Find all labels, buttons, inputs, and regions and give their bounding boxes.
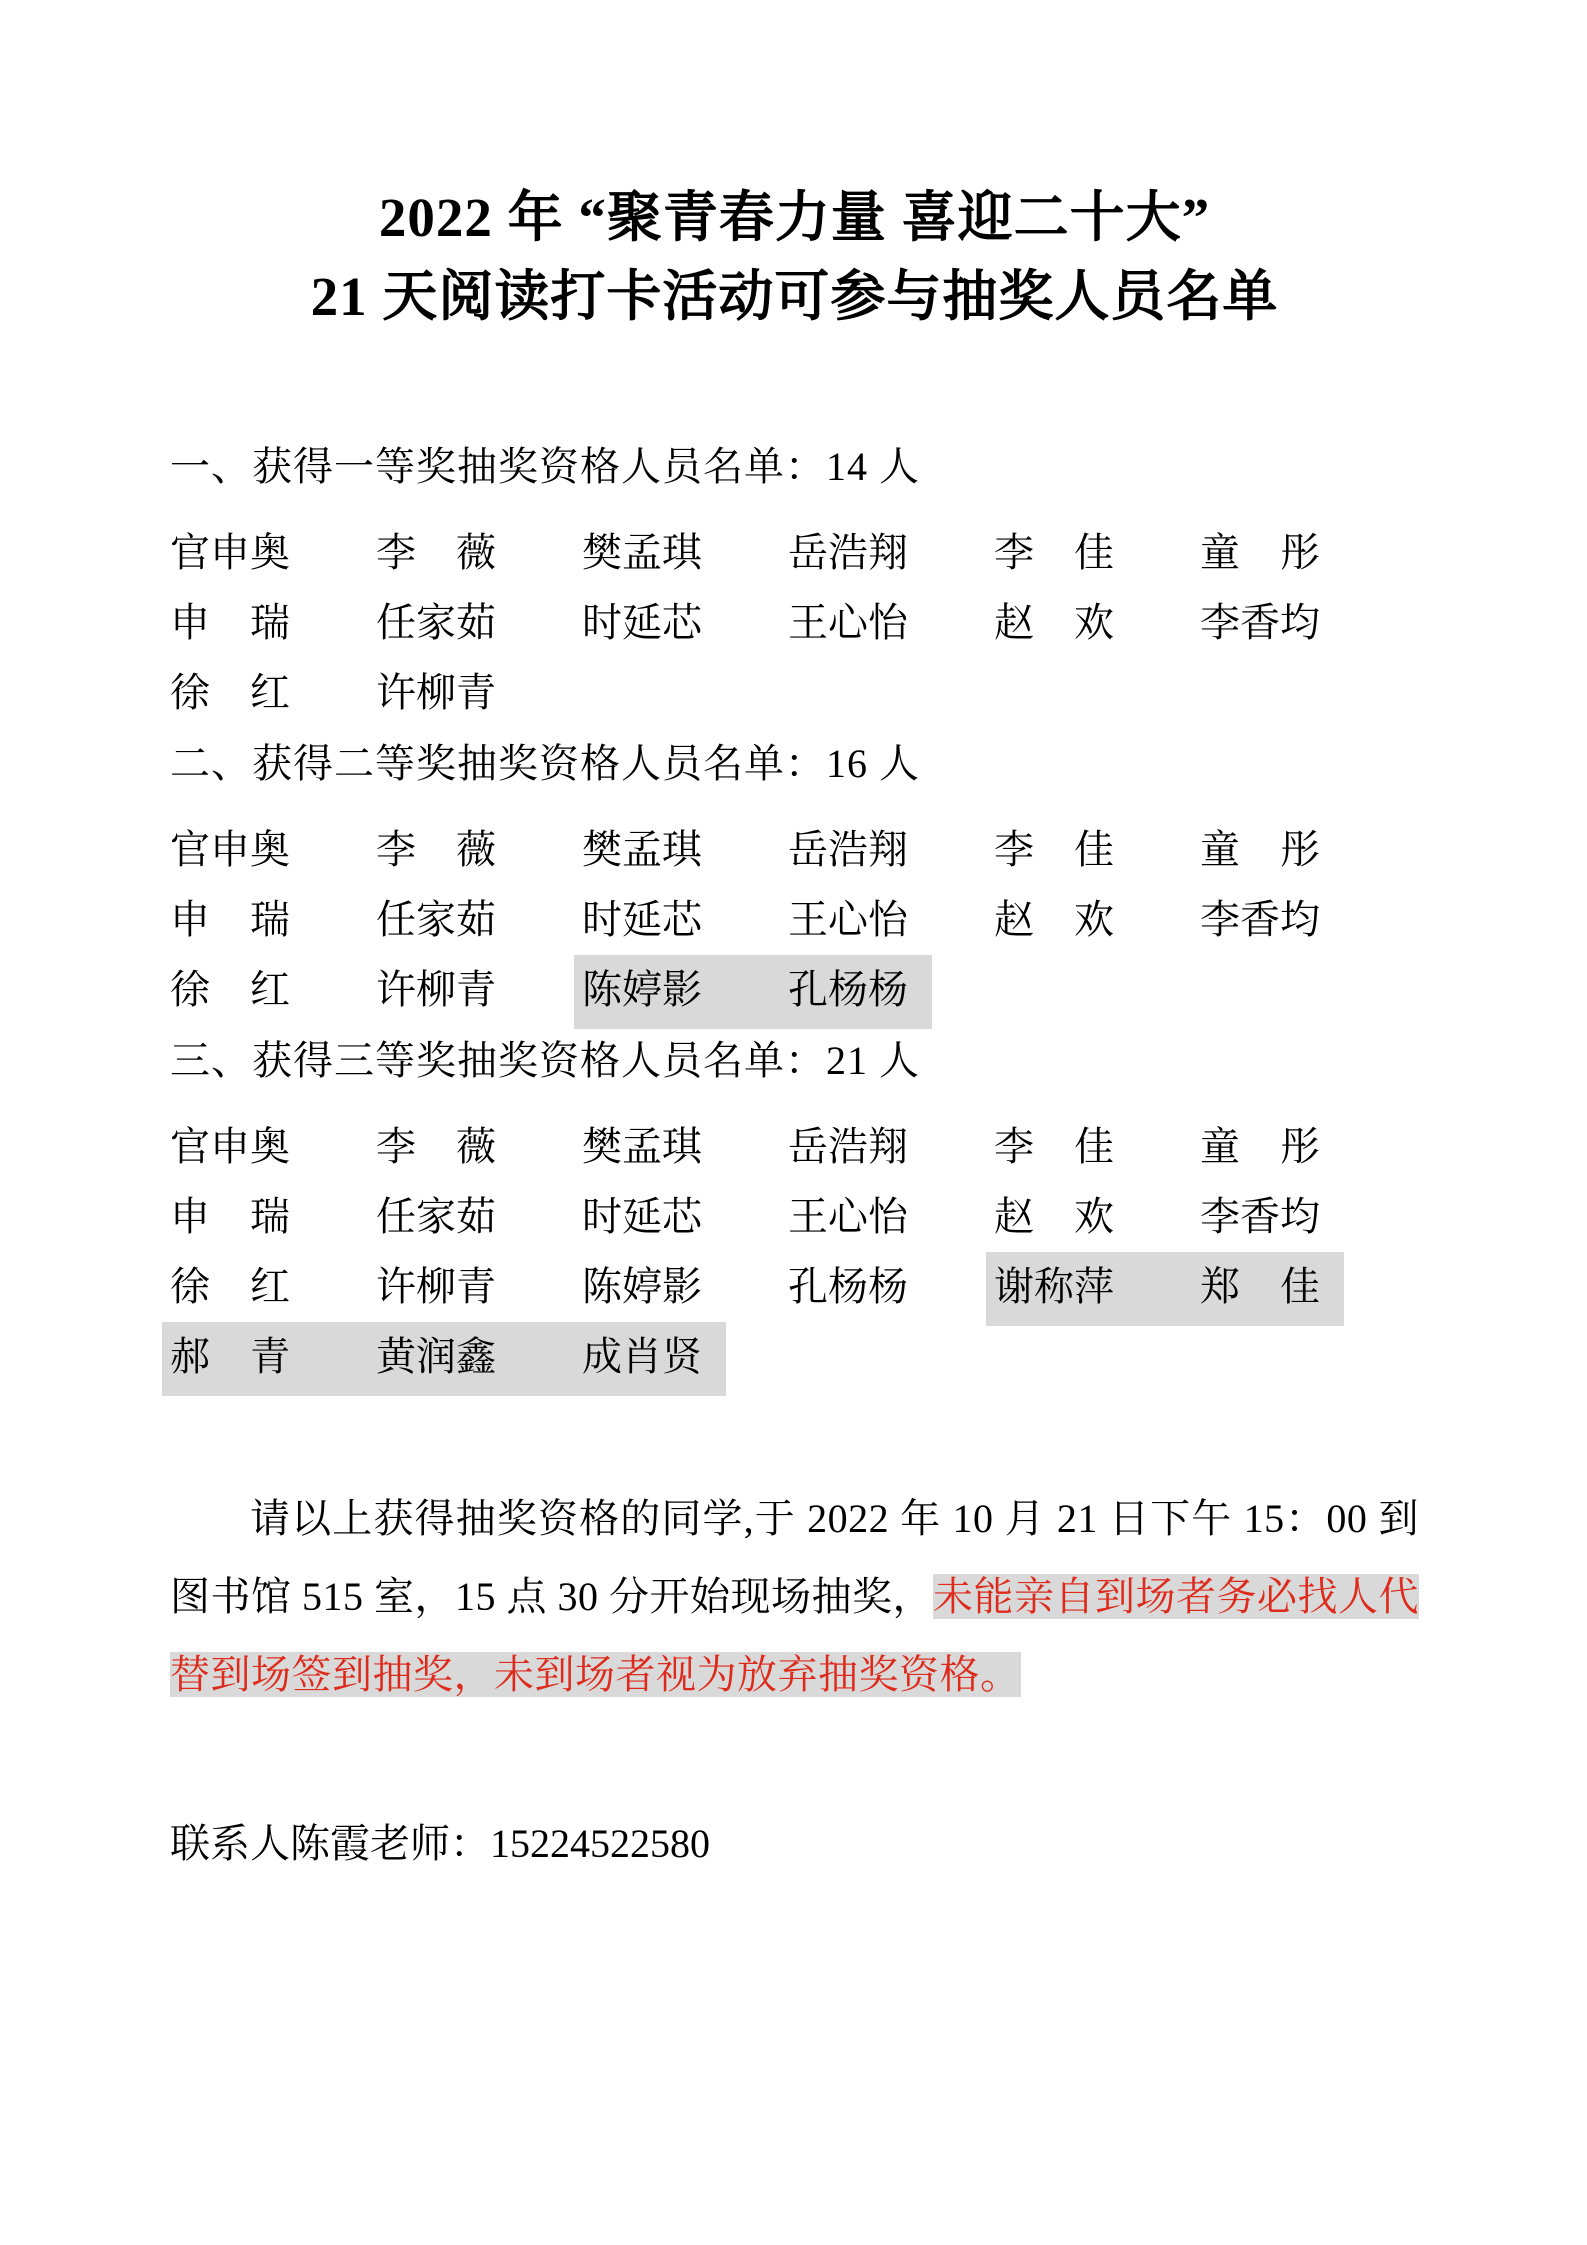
name-row [170,588,1419,658]
prize-sections [170,432,1419,1392]
participant-name: 樊孟琪 [582,1124,702,1170]
document-title-line2: 21 天阅读打卡活动可参与抽奖人员名单 [310,266,1279,328]
participant-name: 王心怡 [788,897,908,943]
name-row [170,1252,1419,1322]
participant-name: 官申奥 [170,827,290,873]
name-row [170,518,1419,588]
prize-section-2 [170,729,1419,1025]
participant-name: 樊孟琪 [582,530,702,576]
participant-name: 申 瑞 [170,897,290,943]
participant-name: 岳浩翔 [788,530,908,576]
document-title [170,178,1419,336]
participant-name: 李 薇 [376,530,496,576]
participant-name: 许柳青 [376,1264,496,1310]
participant-name: 郑 佳 [1200,1252,1344,1326]
participant-name: 李 薇 [376,827,496,873]
participant-name: 任家茹 [376,897,496,943]
participant-name: 申 瑞 [170,1194,290,1240]
name-row [170,815,1419,885]
participant-name: 黄润鑫 [376,1322,582,1396]
participant-name: 童 彤 [1200,530,1320,576]
participant-name: 王心怡 [788,600,908,646]
participant-name: 赵 欢 [994,1194,1114,1240]
name-row [170,955,1419,1025]
participant-name: 童 彤 [1200,1124,1320,1170]
notice-paragraph [170,1480,1419,1714]
name-row [170,885,1419,955]
participant-name: 李 佳 [994,530,1114,576]
participant-name: 谢称萍 [986,1252,1200,1326]
contact-info: 联系人陈霞老师：15224522580 [170,1821,710,1867]
participant-name: 赵 欢 [994,897,1114,943]
participant-name: 李香均 [1200,600,1320,646]
participant-name: 成肖贤 [582,1322,726,1396]
participant-name: 赵 欢 [994,600,1114,646]
participant-name: 孔杨杨 [788,955,932,1029]
notice-alert-text: 未能亲自到场者务必找人代替到场签到抽奖，未到场者视为放弃抽奖资格。 [170,1574,1419,1698]
participant-name: 许柳青 [376,670,496,716]
participant-name: 申 瑞 [170,600,290,646]
name-row [170,658,1419,728]
participant-name: 李 薇 [376,1124,496,1170]
participant-name: 徐 红 [170,967,290,1013]
section-heading: 三、获得三等奖抽奖资格人员名单：21 人 [170,1038,920,1084]
participant-name: 李香均 [1200,897,1320,943]
participant-name: 时延芯 [582,1194,702,1240]
participant-name: 时延芯 [582,600,702,646]
participant-name: 岳浩翔 [788,1124,908,1170]
participant-name: 任家茹 [376,1194,496,1240]
participant-name: 陈婷影 [574,955,788,1029]
participant-name: 孔杨杨 [788,1264,908,1310]
notice-normal-text: 请以上获得抽奖资格的同学,于 2022 年 10 月 21 日下午 15：00 到图书馆 515 室，15 点 30 分开始现场抽奖， [170,1496,1419,1620]
section-heading: 一、获得一等奖抽奖资格人员名单：14 人 [170,444,920,490]
participant-name: 官申奥 [170,1124,290,1170]
document-title-line1: 2022 年 “聚青春力量 喜迎二十大” [378,187,1211,248]
participant-name: 郝 青 [162,1322,376,1396]
participant-name: 李 佳 [994,827,1114,873]
participant-name: 李 佳 [994,1124,1114,1170]
participant-name: 童 彤 [1200,827,1320,873]
name-row [170,1322,1419,1392]
participant-name: 官申奥 [170,530,290,576]
participant-name: 李香均 [1200,1194,1320,1240]
participant-name: 岳浩翔 [788,827,908,873]
participant-name: 时延芯 [582,897,702,943]
prize-section-1 [170,432,1419,728]
participant-name: 王心怡 [788,1194,908,1240]
participant-name: 许柳青 [376,967,496,1013]
participant-name: 徐 红 [170,670,290,716]
participant-name: 徐 红 [170,1264,290,1310]
prize-section-3 [170,1026,1419,1392]
name-row [170,1112,1419,1182]
participant-name: 陈婷影 [582,1264,702,1310]
section-heading: 二、获得二等奖抽奖资格人员名单：16 人 [170,741,920,787]
name-row [170,1182,1419,1252]
participant-name: 任家茹 [376,600,496,646]
participant-name: 樊孟琪 [582,827,702,873]
